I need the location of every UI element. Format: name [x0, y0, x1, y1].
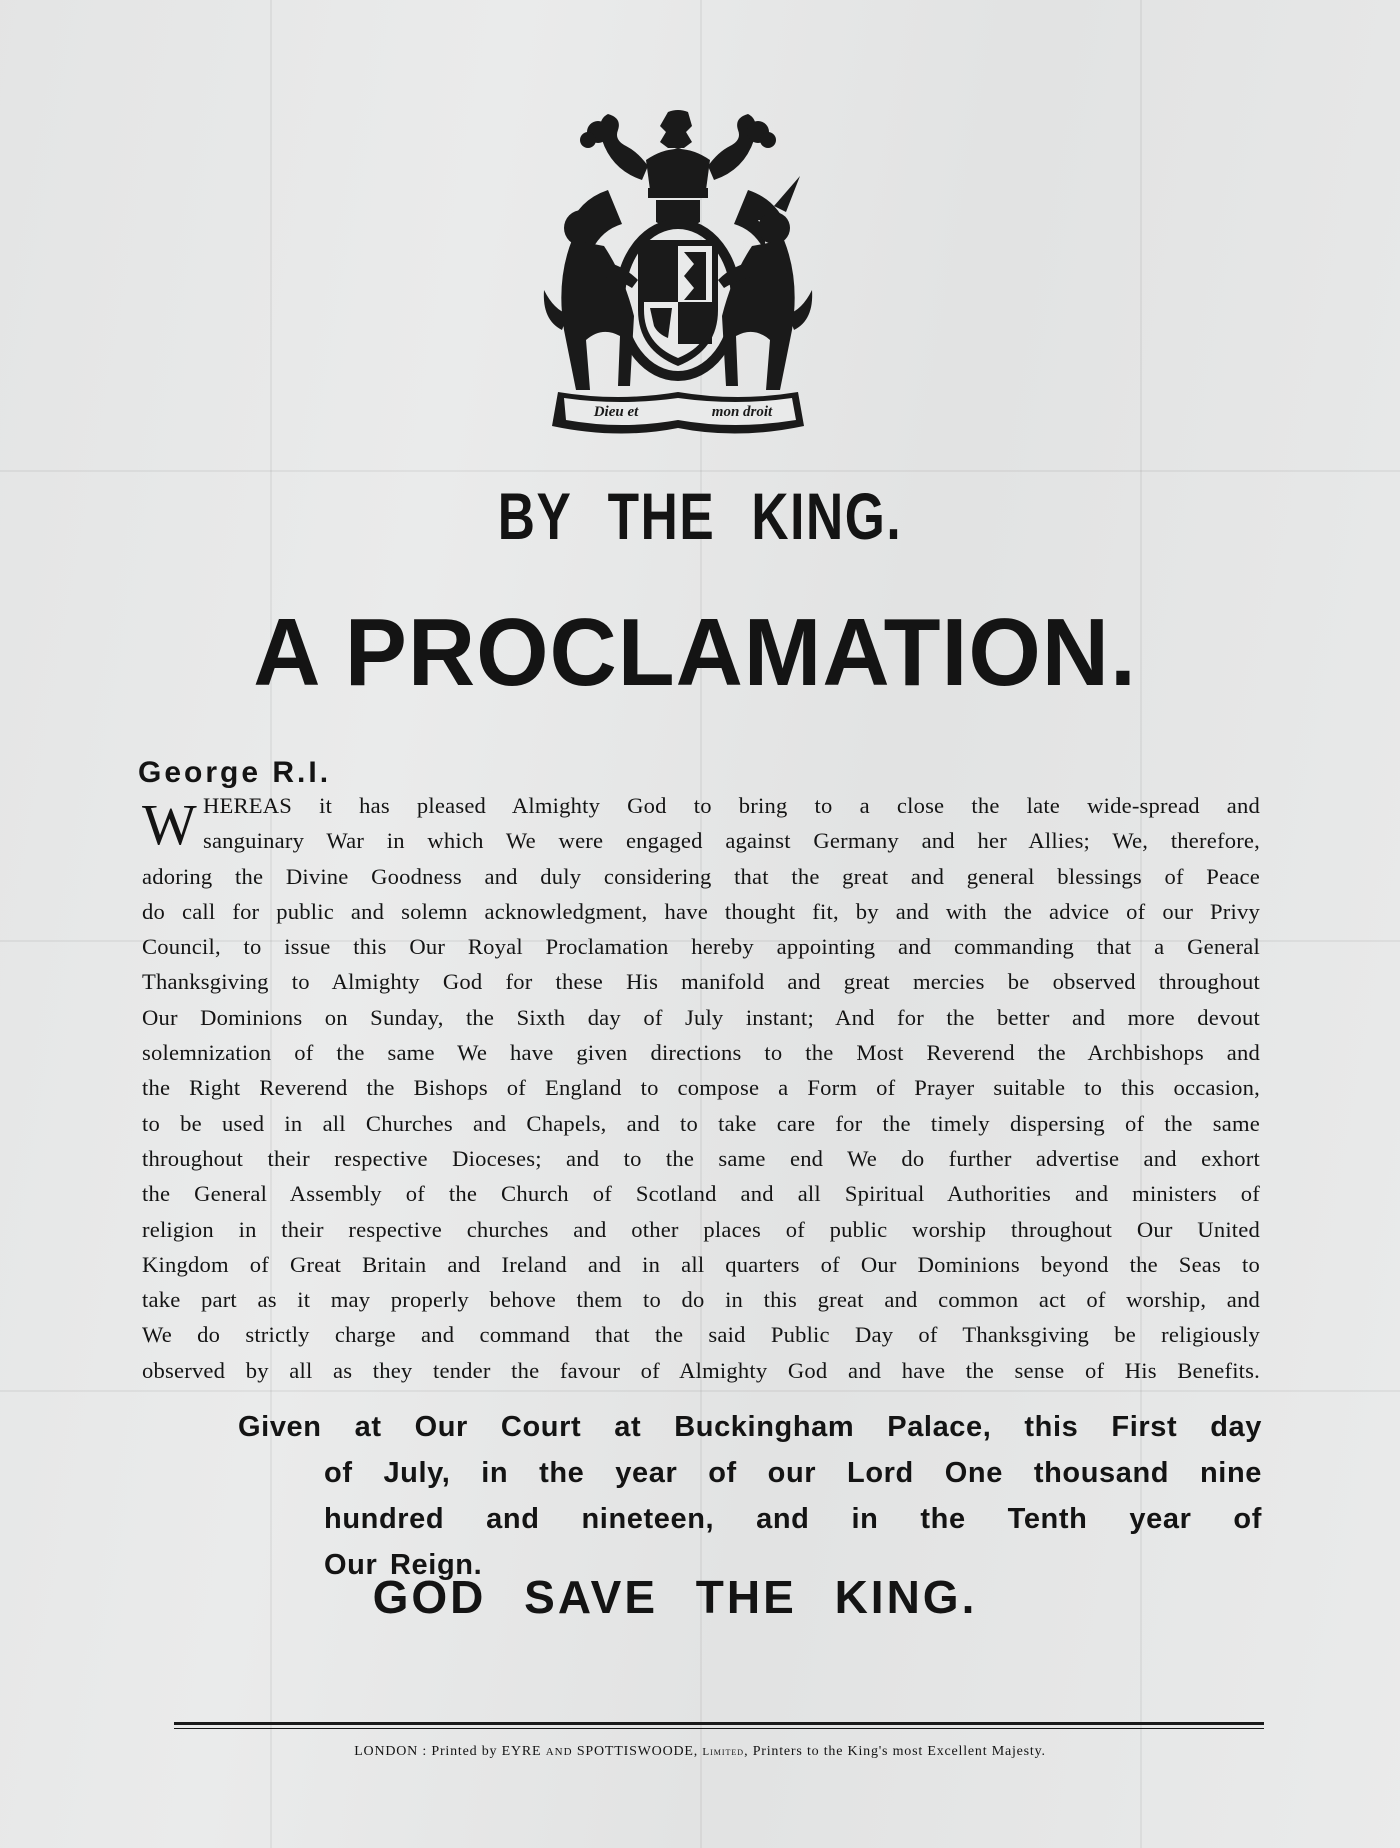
imprint-part: SPOTTISWOODE,	[572, 1744, 703, 1759]
given-line: Our Reign.	[324, 1549, 483, 1581]
royal-signature: George R.I.	[138, 756, 332, 789]
body-line: religion in their respective churches and other places of public worship throughout Our United	[142, 1216, 1260, 1242]
god-save-the-king: GOD SAVE THE KING.	[372, 1571, 978, 1623]
body-line: to be used in all Churches and Chapels, and to take care for the timely dispersing of the same	[142, 1110, 1260, 1136]
heading-proclamation: A PROCLAMATION.	[253, 599, 1137, 706]
body-line: Thanksgiving to Almighty God for these His manifold and great mercies be observed throughout	[142, 969, 1260, 995]
given-line: hundred and nineteen, and in the Tenth year of	[324, 1503, 1262, 1535]
given-at-court	[238, 1404, 1262, 1588]
body-line: HEREAS it has pleased Almighty God to bring to a close the late wide-spread and	[202, 793, 1260, 818]
imprint-and: AND	[545, 1746, 573, 1758]
body-line: the General Assembly of the Church of Scotland and all Spiritual Authorities and ministers of	[142, 1181, 1260, 1207]
imprint-part: , Printers to the King's most Excellent Majesty.	[744, 1744, 1046, 1759]
body-line: do call for public and solemn acknowledgment, have thought fit, by and with the advice of our Privy	[142, 898, 1260, 924]
heading-by-the-king: BY THE KING.	[497, 479, 903, 553]
proclamation-body	[142, 788, 1260, 1388]
paper-crease	[0, 470, 1400, 472]
motto-left: Dieu et	[593, 404, 639, 420]
body-line: Council, to issue this Our Royal Proclamation hereby appointing and commanding that a General	[142, 934, 1260, 960]
body-line: throughout their respective Dioceses; and to the same end We do further advertise and exhort	[142, 1145, 1260, 1171]
body-line: We do strictly charge and command that the said Public Day of Thanksgiving be religiously	[142, 1322, 1260, 1348]
given-line: of July, in the year of our Lord One thousand nine	[324, 1457, 1262, 1489]
paper-crease	[0, 1390, 1400, 1392]
body-line: solemnization of the same We have given directions to the Most Reverend the Archbishops and	[142, 1040, 1260, 1066]
body-line: observed by all as they tender the favour of Almighty God and have the sense of His Benefits.	[142, 1357, 1260, 1383]
body-line: adoring the Divine Goodness and duly considering that the great and general blessings of Peace	[142, 863, 1260, 889]
given-line: Given at Our Court at Buckingham Palace, this First day	[238, 1411, 1262, 1443]
motto-right: mon droit	[711, 404, 773, 420]
drop-cap: W	[142, 792, 197, 857]
body-line: Kingdom of Great Britain and Ireland and in all quarters of Our Dominions beyond the Seas to	[142, 1251, 1260, 1277]
imprint-limited: Limited	[702, 1746, 745, 1758]
body-line: the Right Reverend the Bishops of England to compose a Form of Prayer suitable to this occasion,	[142, 1075, 1260, 1101]
royal-coat-of-arms-icon	[538, 110, 818, 450]
body-line: Our Dominions on Sunday, the Sixth day of July instant; And for the better and more devout	[142, 1004, 1260, 1030]
printer-imprint	[0, 1744, 1400, 1760]
footer-rule	[174, 1728, 1264, 1729]
body-line: sanguinary War in which We were engaged against Germany and her Allies; We, therefore,	[202, 828, 1260, 854]
imprint-part: LONDON : Printed by EYRE	[354, 1744, 546, 1759]
footer-rule	[174, 1722, 1264, 1725]
body-line: take part as it may properly behove them to do in this great and common act of worship, and	[142, 1287, 1260, 1313]
